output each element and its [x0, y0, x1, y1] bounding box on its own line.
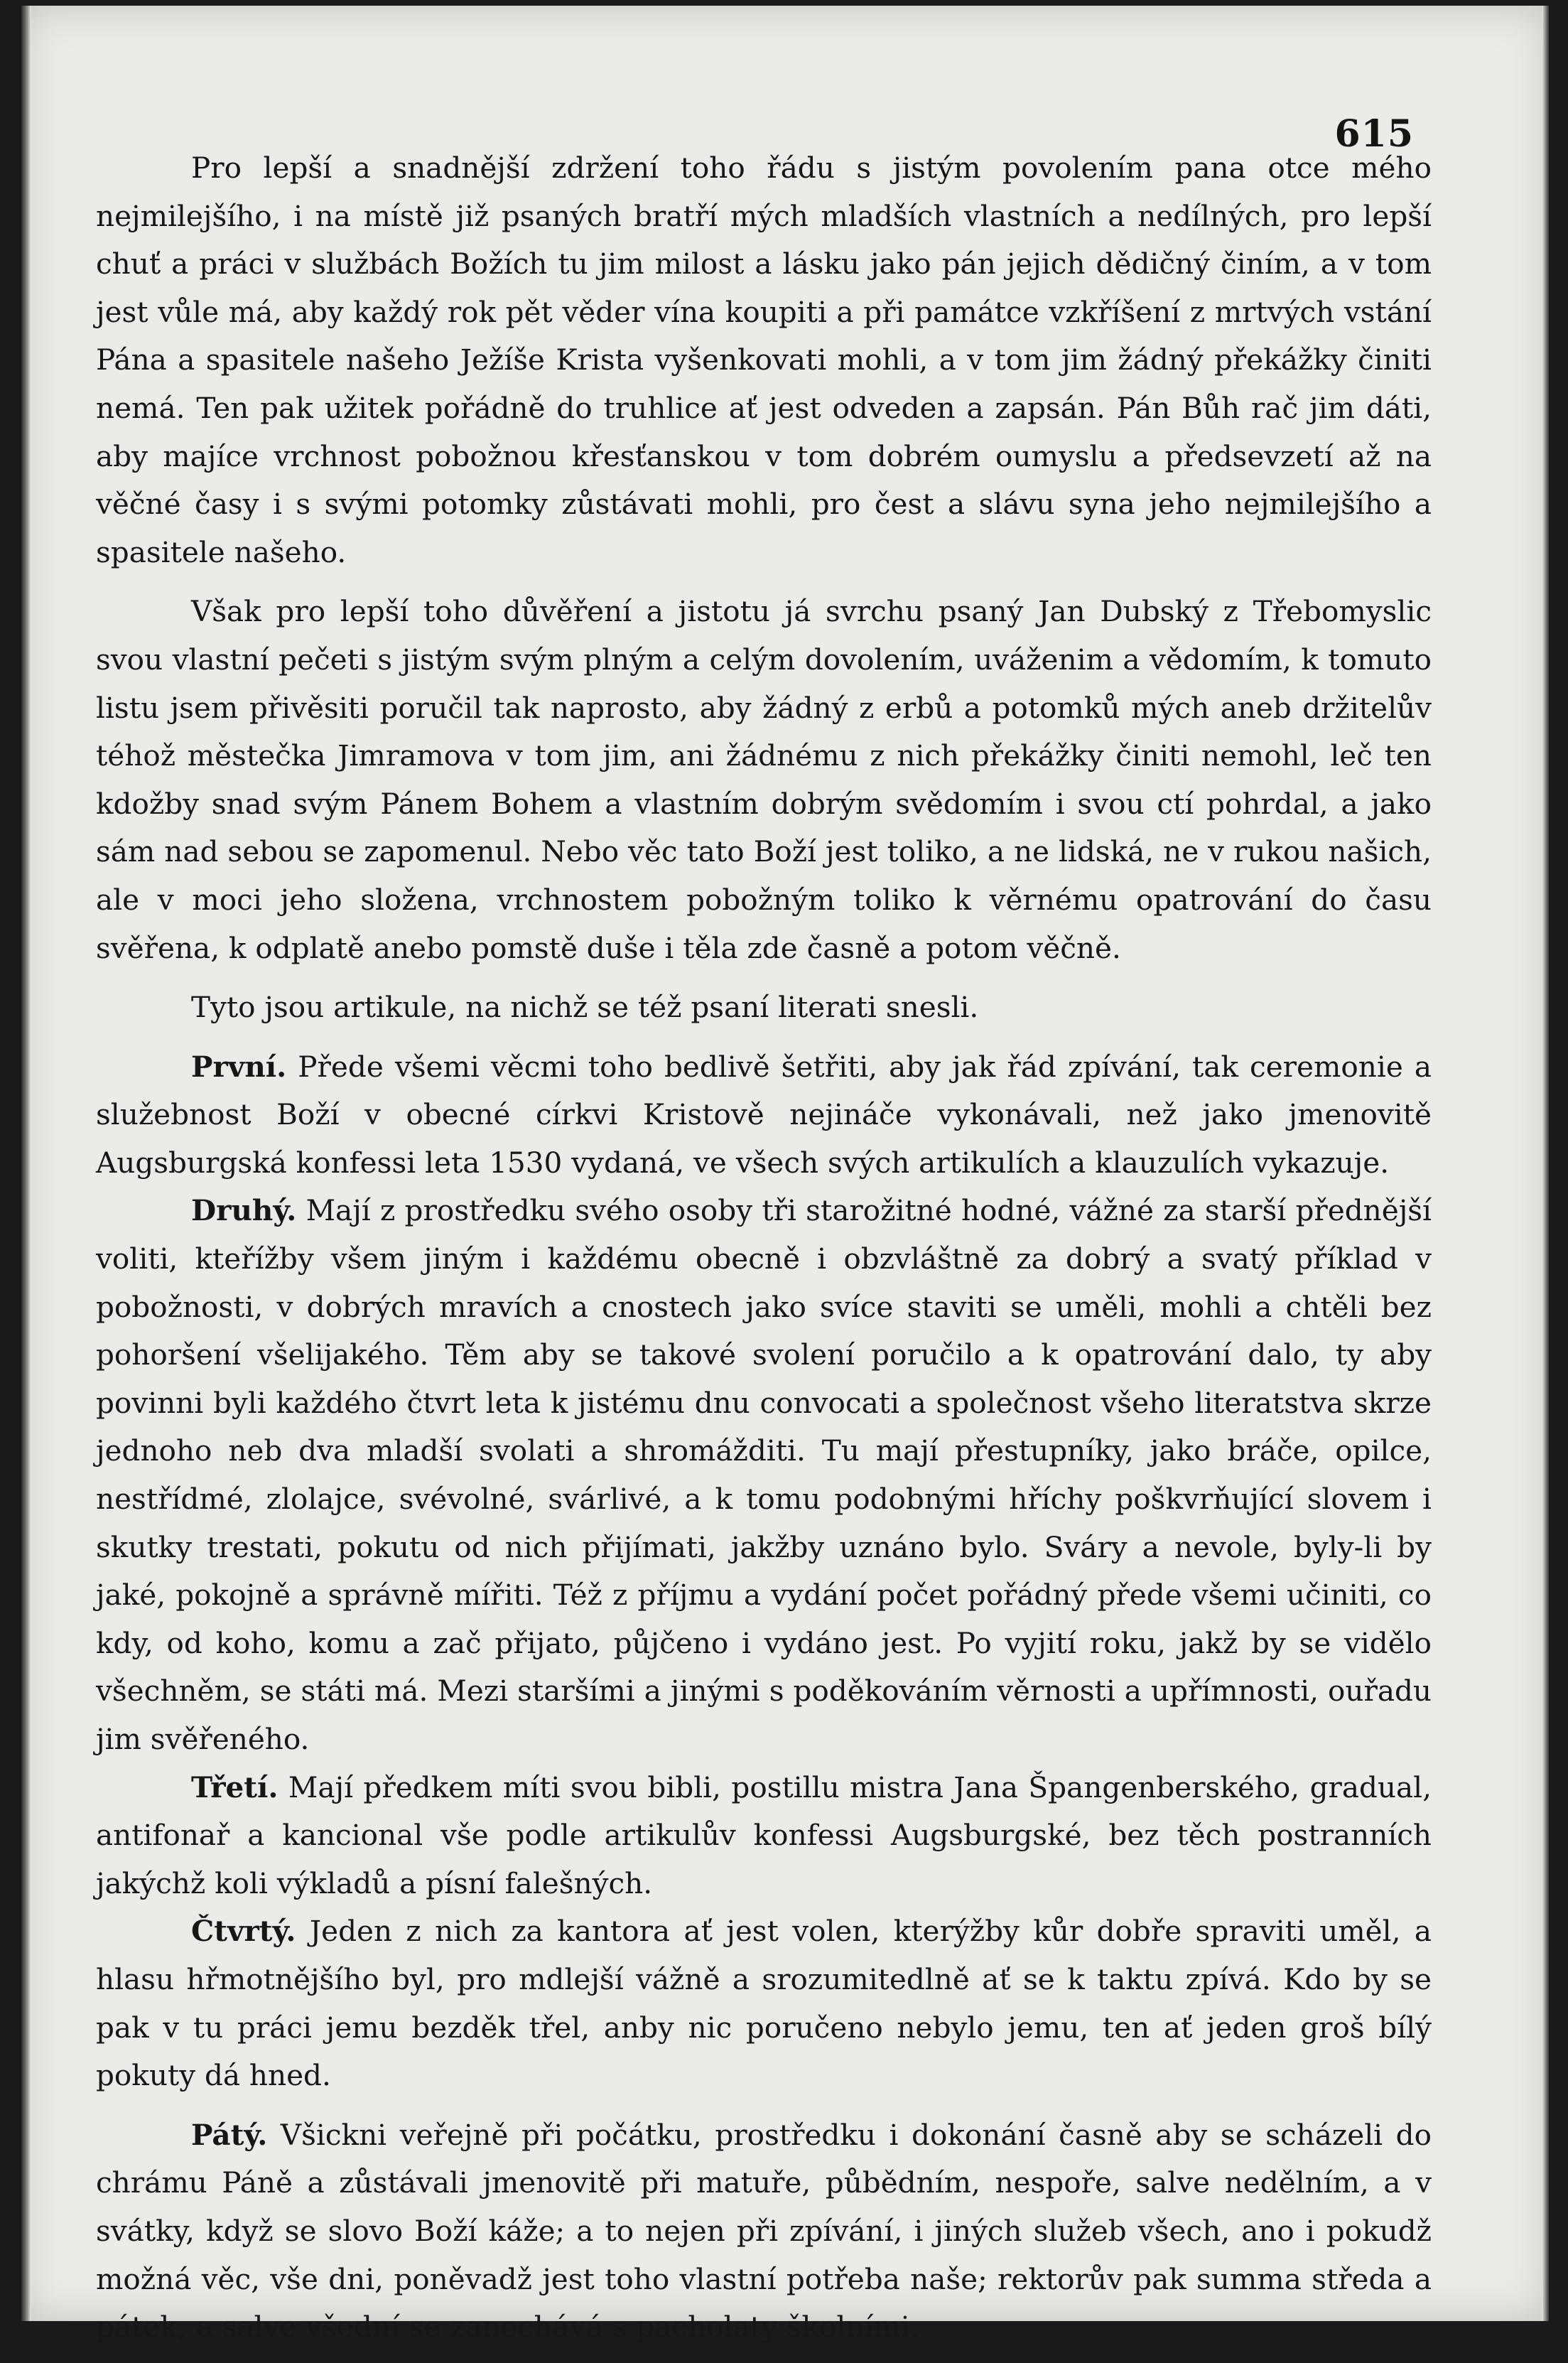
paragraph-article-4 — [96, 1907, 1432, 2099]
article-2-text: Mají z prostředku svého osoby tři starožitné hodné, vážné za starší přednější voliti, kteřížby všem jiným i každému obecně i obzvláštně za dobrý a svatý příklad v pobožnosti, v dobrých mravích a cnostech jako svíce staviti se uměli, mohli a chtěli bez pohoršení všelijakého. Těm aby se takové svolení poručilo a k opatrování dalo, ty aby povinni byli každého čtvrt leta k jistému dnu convocati a společnost všeho literatstva skrze jednoho neb dva mladší svolati a shromážditi. Tu mají přestupníky, jako bráče, opilce, nestřídmé, zlolajce, svévolné, svárlivé, a k tomu podobnými hříchy poškvrňující slovem i skutky trestati, pokutu od nich přijímati, jakžby uznáno bylo. Sváry a nevole, byly-li by jaké, pokojně a správně mířiti. Též z příjmu a vydání počet pořádný přede všemi učiniti, co kdy, od koho, komu a zač přijato, půjčeno i vydáno jest. Po vyjití roku, jakž by se vidělo všechněm, se státi má. Mezi staršími a jinými s poděkováním věrnosti a upřímnosti, ouřadu jim svěřeného. — [96, 1193, 1432, 1756]
paragraph-intro: Pro lepší a snadnější zdržení toho řádu s jistým povolením pana otce mého nejmilejšího, i na místě již psaných bratří mých mladších vlastních a nedílných, pro lepší chuť a práci v službách Božích tu jim milost a lásku jako pán jejich dědičný činím, a v tom jest vůle má, aby každý rok pět věder vína koupiti a při památce vzkříšení z mrtvých vstání Pána a spasitele našeho Ježíše Krista vyšenkovati mohli, a v tom jim žádný překážky činiti nemá. Ten pak užitek pořádně do truhlice ať jest odveden a zapsán. Pán Bůh rač jim dáti, aby majíce vrchnost pobožnou křesťanskou v tom dobrém oumyslu a předsevzetí až na věčné časy i s svými potomky zůstávati mohli, pro čest a slávu syna jeho nejmilejšího a spasitele našeho. — [96, 151, 1432, 569]
paragraph-article-3 — [96, 1764, 1432, 1908]
paragraph-seal: Však pro lepší toho důvěření a jistotu já svrchu psaný Jan Dubský z Třebomyslic svou vlastní pečeti s jistým svým plným a celým dovolením, uváženim a vědomím, k tomuto listu jsem přivěsiti poručil tak naprosto, aby žádný z erbů a potomků mých aneb držitelův téhož městečka Jimramova v tom jim, ani žádnému z nich překážky činiti nemohl, leč ten kdožby snad svým Pánem Bohem a vlastním dobrým svědomím i svou ctí pohrdal, a jako sám nad sebou se zapomenul. Nebo věc tato Boží jest toliko, a ne lidská, ne v rukou našich, ale v moci jeho složena, vrchnostem pobožným toliko k věrnému opatrování do času svěřena, k odplatě anebo pomstě duše i těla zde časně a potom věčně. — [96, 594, 1432, 965]
article-1-text: Přede všemi věcmi toho bedlivě šetřiti, aby jak řád zpívání, tak ceremonie a služebnost Boží v obecné církvi Kristově nejináče vykonávali, než jako jmenovitě Augsburgská konfessi leta 1530 vydaná, ve všech svých artikulích a klauzulích vykazuje. — [96, 1049, 1432, 1180]
article-3-text: Mají předkem míti svou bibli, postillu mistra Jana Špangenberského, gradual, antifonař a kancional vše podle artikulův konfessi Augsburgské, bez těch postranních jakýchž koli výkladů a písní falešných. — [96, 1770, 1432, 1900]
scanned-page — [21, 6, 1549, 2345]
article-5-text: Všickni veřejně při počátku, prostředku i dokonání časně aby se scházeli do chrámu Páně a zůstávali jmenovitě při matuře, půbědním, nespoře, salve nedělním, a v svátky, když se slovo Boží káže; a to nejen při zpívání, i jiných služeb všech, ano i pokudž možná věc, vše dni, poněvadž jest toho vlastní potřeba naše; rektorův pak summa středa a pátek, a salve všední se zanechává s pacholaty školními. — [96, 2117, 1432, 2345]
paragraph-article-1 — [96, 1043, 1432, 1188]
article-4-text: Jeden z nich za kantora ať jest volen, kterýžby kůr dobře spraviti uměl, a hlasu hřmotnějšího byl, pro mdlejší vážně a srozumitedlně ať se k taktu zpívá. Kdo by se pak v tu práci jemu bezděk třel, anby nic poručeno nebylo jemu, ten ať jeden groš bílý pokuty dá hned. — [96, 1914, 1432, 2093]
document-body — [96, 144, 1432, 2363]
paragraph-article-5 — [96, 2111, 1432, 2352]
page-number: 615 — [1334, 112, 1414, 156]
paragraph-articles-heading: Tyto jsou artikule, na nichž se též psaní literati snesli. — [191, 990, 979, 1025]
article-1-label: První. — [191, 1049, 287, 1084]
article-4-label: Čtvrtý. — [191, 1914, 296, 1949]
page-left-edge — [21, 6, 31, 2321]
article-2-label: Druhý. — [191, 1193, 297, 1228]
page-right-edge — [1542, 6, 1549, 2321]
article-5-label: Pátý. — [191, 2117, 268, 2152]
article-3-label: Třetí. — [191, 1770, 279, 1804]
paragraph-article-2 — [96, 1187, 1432, 1763]
